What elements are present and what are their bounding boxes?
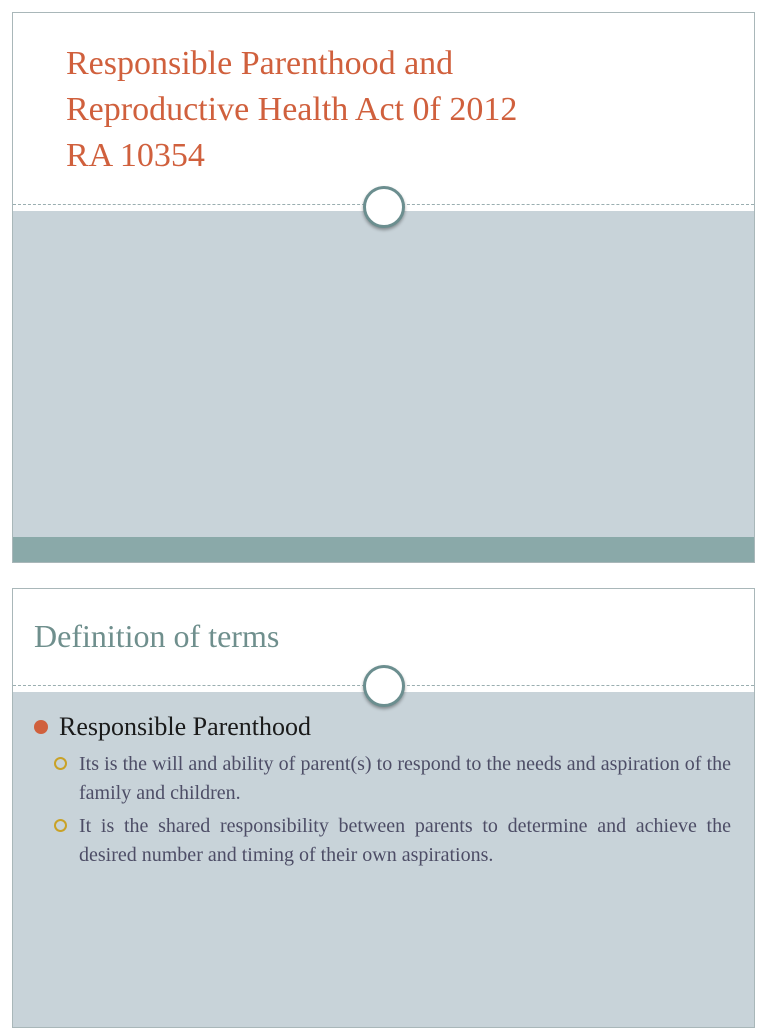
bullet-label: Responsible Parenthood: [59, 712, 312, 741]
slide-2-body: [13, 692, 754, 1027]
slide-1: [12, 12, 755, 563]
circle-ornament-icon: [363, 665, 405, 707]
bullet-responsible-parenthood: [33, 710, 734, 744]
title-line-3: RA 10354: [66, 137, 205, 174]
title-line-1: Responsible Parenthood and: [66, 45, 454, 82]
slide-2-title: Definition of terms: [34, 618, 280, 654]
title-line-2: Reproductive Health Act 0f 2012: [66, 91, 518, 128]
bullet-dot-icon: [34, 720, 48, 734]
sub-bullet-1: [79, 750, 731, 808]
slide-2: [12, 588, 755, 1028]
circle-ornament-icon: [363, 186, 405, 228]
ring-bullet-icon: [54, 757, 67, 770]
sub-bullet-2: [79, 812, 731, 870]
sub-bullet-1-text: Its is the will and ability of parent(s) to respond to the needs and aspiration of the family and children.: [79, 753, 731, 804]
ring-bullet-icon: [54, 819, 67, 832]
slide-1-title-area: [13, 13, 754, 206]
sub-bullet-list: [79, 750, 731, 874]
sub-bullet-2-text: It is the shared responsibility between parents to determine and achieve the desired number and timing of their own aspirations.: [79, 815, 731, 866]
slide-1-body: [13, 211, 754, 537]
slide-1-bottom-band: [13, 537, 754, 563]
slide-1-title: [66, 41, 517, 179]
